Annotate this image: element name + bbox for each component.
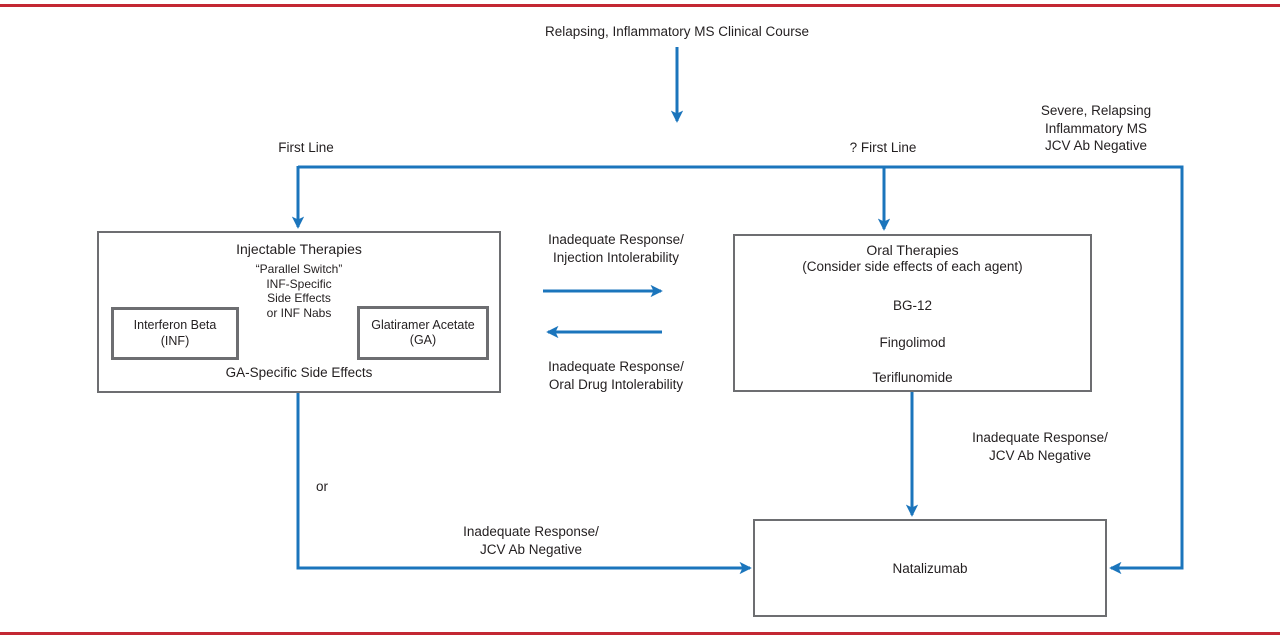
text-line: (GA) bbox=[409, 333, 437, 347]
text-line: Inflammatory MS bbox=[1044, 120, 1148, 136]
interferon-beta-box bbox=[111, 307, 239, 360]
label-inadequate-injection bbox=[516, 231, 716, 266]
natalizumab-box bbox=[753, 519, 1107, 617]
label-inadequate-jcv-right bbox=[940, 429, 1140, 464]
text-line: Inadequate Response/ bbox=[463, 524, 599, 539]
oral-box-title: Oral Therapies bbox=[866, 242, 959, 258]
text-line: Severe, Relapsing bbox=[1040, 103, 1152, 118]
text-line: or INF Nabs bbox=[266, 306, 332, 321]
diagram-title: Relapsing, Inflammatory MS Clinical Course bbox=[544, 24, 810, 39]
text-line: Oral Drug Intolerability bbox=[548, 376, 684, 392]
label-q-first-line: ? First Line bbox=[849, 140, 917, 155]
natalizumab-box-title: Natalizumab bbox=[892, 560, 968, 576]
text-line: Interferon Beta bbox=[133, 318, 217, 332]
text-line: Inadequate Response/ bbox=[548, 232, 684, 247]
text-line: Side Effects bbox=[267, 291, 331, 306]
text-line: (INF) bbox=[160, 333, 190, 348]
bottom-red-rule bbox=[0, 632, 1280, 635]
text-line: Inadequate Response/ bbox=[548, 359, 684, 374]
text-line: JCV Ab Negative bbox=[1044, 138, 1148, 153]
text-line: JCV Ab Negative bbox=[988, 447, 1092, 463]
text-line: Injection Intolerability bbox=[552, 249, 680, 265]
text-line: INF-Specific bbox=[266, 276, 332, 291]
text-line: Inadequate Response/ bbox=[972, 430, 1108, 445]
injectable-box-title: Injectable Therapies bbox=[236, 241, 362, 257]
injectable-therapies-box bbox=[97, 231, 501, 393]
oral-item-teriflunomide: Teriflunomide bbox=[872, 370, 953, 385]
label-or: or bbox=[316, 479, 329, 494]
label-inadequate-jcv-left bbox=[431, 523, 631, 558]
text-line: Glatiramer Acetate bbox=[371, 317, 475, 332]
oral-box-subtitle: (Consider side effects of each agent) bbox=[802, 259, 1023, 274]
label-inadequate-oral bbox=[516, 358, 716, 393]
label-first-line: First Line bbox=[278, 140, 334, 155]
oral-therapies-box bbox=[733, 234, 1092, 392]
text-line: JCV Ab Negative bbox=[479, 541, 583, 557]
glatiramer-acetate-box bbox=[357, 306, 489, 360]
text-line: “Parallel Switch” bbox=[255, 262, 343, 276]
label-severe-relapsing bbox=[996, 102, 1196, 155]
top-red-rule bbox=[0, 4, 1280, 7]
oral-item-bg12: BG-12 bbox=[892, 298, 933, 313]
ga-specific-side-effects-label: GA-Specific Side Effects bbox=[225, 365, 373, 380]
oral-item-fingolimod: Fingolimod bbox=[879, 335, 946, 350]
